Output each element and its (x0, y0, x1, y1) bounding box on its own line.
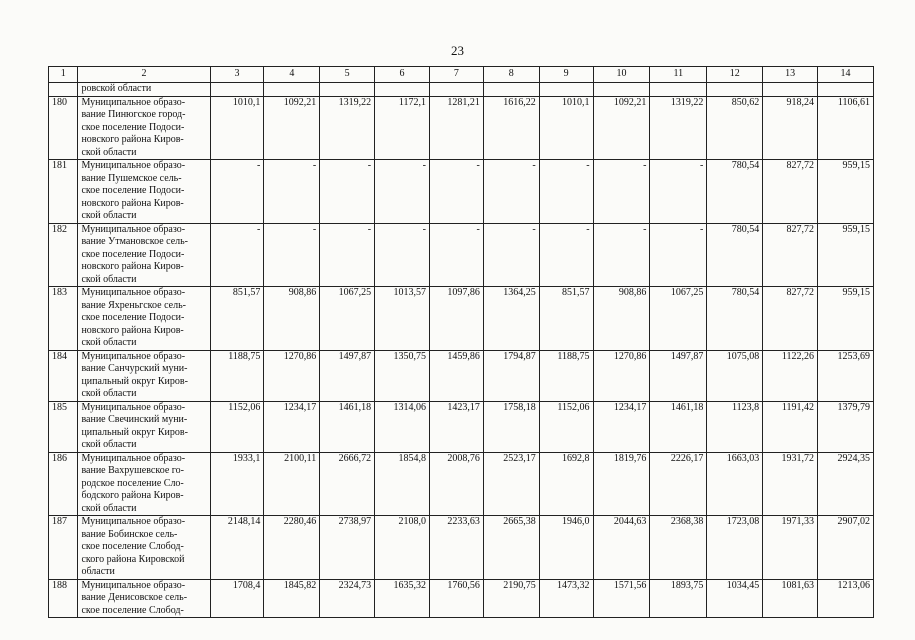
value-cell-col-6: 1013,57 (375, 287, 430, 351)
name-line: области (81, 566, 115, 577)
name-line: ское поселение Подоси- (81, 248, 185, 260)
value-cell-col-5: - (320, 223, 375, 287)
row-number: 183 (49, 287, 78, 351)
column-header-1: 1 (49, 67, 78, 83)
name-line: ское поселение Слобод- (81, 541, 184, 552)
value-cell-col-10: 1092,21 (593, 96, 650, 160)
column-header-9: 9 (539, 67, 593, 83)
value-cell-col-10: 2044,63 (593, 516, 650, 580)
value-cell-col-5: 2666,72 (320, 452, 375, 516)
column-header-13: 13 (763, 67, 818, 83)
name-line: новского района Киров- (81, 324, 184, 336)
column-header-6: 6 (375, 67, 430, 83)
name-line: ское поселение Подоси- (81, 185, 185, 196)
table-header-row (49, 67, 874, 83)
value-cell-col-7: 2008,76 (429, 452, 483, 516)
value-cell-col-12: 1034,45 (707, 579, 763, 618)
value-cell-col-14: 1253,69 (818, 350, 874, 401)
name-line: Муниципальное образо- (81, 160, 186, 171)
value-cell-col-10: 1819,76 (593, 452, 650, 516)
name-line: бодского района Киров- (81, 490, 184, 501)
value-cell-col-10: 1270,86 (593, 350, 650, 401)
value-cell-col-5: 1497,87 (320, 350, 375, 401)
value-cell-col-8: - (483, 160, 539, 224)
value-cell-col-11: 1067,25 (650, 287, 707, 351)
column-header-10: 10 (593, 67, 650, 83)
value-cell-col-14: 1106,61 (818, 96, 874, 160)
value-cell-col-11: 1319,22 (650, 96, 707, 160)
value-cell-col-9: 1188,75 (539, 350, 593, 401)
value-cell-col-4: 2280,46 (264, 516, 320, 580)
value-cell-col-12: 1075,08 (707, 350, 763, 401)
value-cell-col-4: 908,86 (264, 287, 320, 351)
municipality-name (78, 452, 210, 516)
row-number: 184 (49, 350, 78, 401)
value-cell-col-3: 1152,06 (210, 401, 264, 452)
value-cell-col-11: 2226,17 (650, 452, 707, 516)
row-number: 186 (49, 452, 78, 516)
value-cell-col-13: 827,72 (763, 223, 818, 287)
value-cell-col-13: 1122,26 (763, 350, 818, 401)
table-row (49, 516, 874, 580)
name-line: вание Свечинский муни- (81, 414, 188, 425)
value-cell-col-5: 1461,18 (320, 401, 375, 452)
value-cell-col-6: 1314,06 (375, 401, 430, 452)
value-cell-col-6: 1635,32 (375, 579, 430, 618)
value-cell-col-9: 1152,06 (539, 401, 593, 452)
column-header-8: 8 (483, 67, 539, 83)
value-cell-col-3: 2148,14 (210, 516, 264, 580)
value-cell-col-13: 1191,42 (763, 401, 818, 452)
row-number: 185 (49, 401, 78, 452)
name-line: Муниципальное образо- (81, 452, 186, 464)
value-cell-col-11: - (650, 223, 707, 287)
value-cell-col-14: 959,15 (818, 287, 874, 351)
value-cell-col-9: 1010,1 (539, 96, 593, 160)
value-cell-col-13: 1081,63 (763, 579, 818, 618)
municipality-name (78, 287, 210, 351)
value-cell-col-5: 2324,73 (320, 579, 375, 618)
tariff-table (48, 66, 874, 618)
municipality-name (78, 350, 210, 401)
value-cell-col-8: 1616,22 (483, 96, 539, 160)
municipality-name (78, 223, 210, 287)
value-cell-col-3: 1708,4 (210, 579, 264, 618)
value-cell-col-3: 1188,75 (210, 350, 264, 401)
value-cell-col-9: 851,57 (539, 287, 593, 351)
value-cell-col-7: 2233,63 (429, 516, 483, 580)
value-cell-col-4: 2100,11 (264, 452, 320, 516)
row-number: 187 (49, 516, 78, 580)
value-cell-col-11: 2368,38 (650, 516, 707, 580)
value-cell-col-12: 780,54 (707, 223, 763, 287)
value-cell-col-3: 1933,1 (210, 452, 264, 516)
value-cell-col-12: 1123,8 (707, 401, 763, 452)
name-line: ское поселение Подоси- (81, 121, 185, 133)
name-line: вание Вахрушевское го- (81, 465, 184, 476)
value-cell-col-13: 827,72 (763, 287, 818, 351)
value-cell-col-10: - (593, 223, 650, 287)
column-header-7: 7 (429, 67, 483, 83)
value-cell-col-9: 1946,0 (539, 516, 593, 580)
name-line: Муниципальное образо- (81, 223, 186, 235)
value-cell-col-7: 1423,17 (429, 401, 483, 452)
value-cell-col-14: 2907,02 (818, 516, 874, 580)
table-row (49, 579, 874, 618)
name-line: вание Бобинское сель- (81, 528, 178, 540)
column-header-2: 2 (78, 67, 210, 83)
value-cell-col-9: - (539, 223, 593, 287)
table-row (49, 401, 874, 452)
name-line: новского района Киров- (81, 261, 184, 272)
name-line: ского района Кировской (81, 553, 185, 565)
municipality-name (78, 579, 210, 618)
value-cell-col-14: 959,15 (818, 223, 874, 287)
value-cell-col-14: 1213,06 (818, 579, 874, 618)
value-cell-col-13: 918,24 (763, 96, 818, 160)
value-cell-col-10: - (593, 160, 650, 224)
name-line: вание Пушемское сель- (81, 172, 182, 184)
value-cell-col-12: 780,54 (707, 160, 763, 224)
value-cell-col-11: 1893,75 (650, 579, 707, 618)
value-cell-col-4: 1092,21 (264, 96, 320, 160)
name-line: ципальный округ Киров- (81, 375, 188, 387)
name-line: Муниципальное образо- (81, 96, 186, 108)
name-line: ской области (81, 210, 137, 221)
table-row (49, 96, 874, 160)
value-cell-col-14: 1379,79 (818, 401, 874, 452)
value-cell-col-6: 2108,0 (375, 516, 430, 580)
name-line: ской области (81, 337, 137, 348)
value-cell-col-10: 1571,56 (593, 579, 650, 618)
name-line: ской области (81, 146, 137, 158)
row-number: 188 (49, 579, 78, 618)
name-line: ской области (81, 502, 137, 514)
name-line: Муниципальное образо- (81, 287, 186, 298)
value-cell-col-9: - (539, 160, 593, 224)
column-header-14: 14 (818, 67, 874, 83)
value-cell-col-7: 1097,86 (429, 287, 483, 351)
value-cell-col-13: 1931,72 (763, 452, 818, 516)
value-cell-col-6: - (375, 160, 430, 224)
name-line: родское поселение Сло- (81, 477, 184, 489)
value-cell-col-6: - (375, 223, 430, 287)
name-line: Муниципальное образо- (81, 350, 186, 362)
table-row (49, 287, 874, 351)
page-number: 23 (451, 43, 464, 58)
value-cell-col-3: - (210, 160, 264, 224)
value-cell-col-8: - (483, 223, 539, 287)
value-cell-col-8: 2523,17 (483, 452, 539, 516)
value-cell-col-10: 908,86 (593, 287, 650, 351)
value-cell-col-7: 1459,86 (429, 350, 483, 401)
municipality-name (78, 401, 210, 452)
value-cell-col-8: 1364,25 (483, 287, 539, 351)
name-line: новского района Киров- (81, 134, 184, 145)
municipality-name (78, 160, 210, 224)
name-line: ской области (81, 388, 137, 399)
value-cell-col-6: 1172,1 (375, 96, 430, 160)
value-cell-col-8: 1758,18 (483, 401, 539, 452)
name-line: ципальный округ Киров- (81, 426, 188, 438)
value-cell-col-11: - (650, 160, 707, 224)
value-cell-col-9: 1692,8 (539, 452, 593, 516)
value-cell-col-3: 1010,1 (210, 96, 264, 160)
column-header-11: 11 (650, 67, 707, 83)
value-cell-col-8: 2665,38 (483, 516, 539, 580)
value-cell-col-12: 1663,03 (707, 452, 763, 516)
municipality-name (78, 96, 210, 160)
column-header-5: 5 (320, 67, 375, 83)
name-line: ской области (81, 273, 137, 285)
value-cell-col-5: 2738,97 (320, 516, 375, 580)
name-line: Муниципальное образо- (81, 516, 186, 527)
name-line: вание Яхреньгское сель- (81, 299, 186, 311)
value-cell-col-12: 780,54 (707, 287, 763, 351)
value-cell-col-7: 1281,21 (429, 96, 483, 160)
value-cell-col-13: 1971,33 (763, 516, 818, 580)
value-cell-col-7: 1760,56 (429, 579, 483, 618)
value-cell-col-6: 1350,75 (375, 350, 430, 401)
value-cell-col-10: 1234,17 (593, 401, 650, 452)
name-line: вание Пинюгское город- (81, 109, 186, 120)
name-line: вание Санчурский муни- (81, 363, 188, 374)
name-line: вание Денисовское сель- (81, 592, 188, 603)
value-cell-col-5: - (320, 160, 375, 224)
value-cell-col-5: 1319,22 (320, 96, 375, 160)
table-row (49, 350, 874, 401)
name-line: ское поселение Слобод- (81, 604, 184, 616)
name-line: Муниципальное образо- (81, 579, 186, 591)
municipality-name (78, 516, 210, 580)
value-cell-col-11: 1497,87 (650, 350, 707, 401)
table-row (49, 160, 874, 224)
name-line: Муниципальное образо- (81, 401, 186, 413)
value-cell-col-3: 851,57 (210, 287, 264, 351)
value-cell-col-5: 1067,25 (320, 287, 375, 351)
value-cell-col-6: 1854,8 (375, 452, 430, 516)
value-cell-col-12: 850,62 (707, 96, 763, 160)
value-cell-col-14: 959,15 (818, 160, 874, 224)
row-number: 181 (49, 160, 78, 224)
value-cell-col-4: 1234,17 (264, 401, 320, 452)
value-cell-col-14: 2924,35 (818, 452, 874, 516)
value-cell-col-4: - (264, 160, 320, 224)
value-cell-col-7: - (429, 160, 483, 224)
value-cell-col-3: - (210, 223, 264, 287)
name-line: ское поселение Подоси- (81, 312, 185, 323)
value-cell-col-8: 2190,75 (483, 579, 539, 618)
continuation-text: ровской области (78, 83, 210, 97)
value-cell-col-11: 1461,18 (650, 401, 707, 452)
name-line: ской области (81, 439, 137, 450)
value-cell-col-7: - (429, 223, 483, 287)
value-cell-col-4: - (264, 223, 320, 287)
row-number: 180 (49, 96, 78, 160)
column-header-4: 4 (264, 67, 320, 83)
value-cell-col-13: 827,72 (763, 160, 818, 224)
name-line: новского района Киров- (81, 197, 184, 209)
column-header-12: 12 (707, 67, 763, 83)
value-cell-col-12: 1723,08 (707, 516, 763, 580)
value-cell-col-4: 1845,82 (264, 579, 320, 618)
name-line: вание Утмановское сель- (81, 236, 189, 247)
table-row (49, 223, 874, 287)
value-cell-col-8: 1794,87 (483, 350, 539, 401)
table-row (49, 452, 874, 516)
column-header-3: 3 (210, 67, 264, 83)
value-cell-col-9: 1473,32 (539, 579, 593, 618)
value-cell-col-4: 1270,86 (264, 350, 320, 401)
table-row-continuation (49, 83, 874, 97)
row-number: 182 (49, 223, 78, 287)
